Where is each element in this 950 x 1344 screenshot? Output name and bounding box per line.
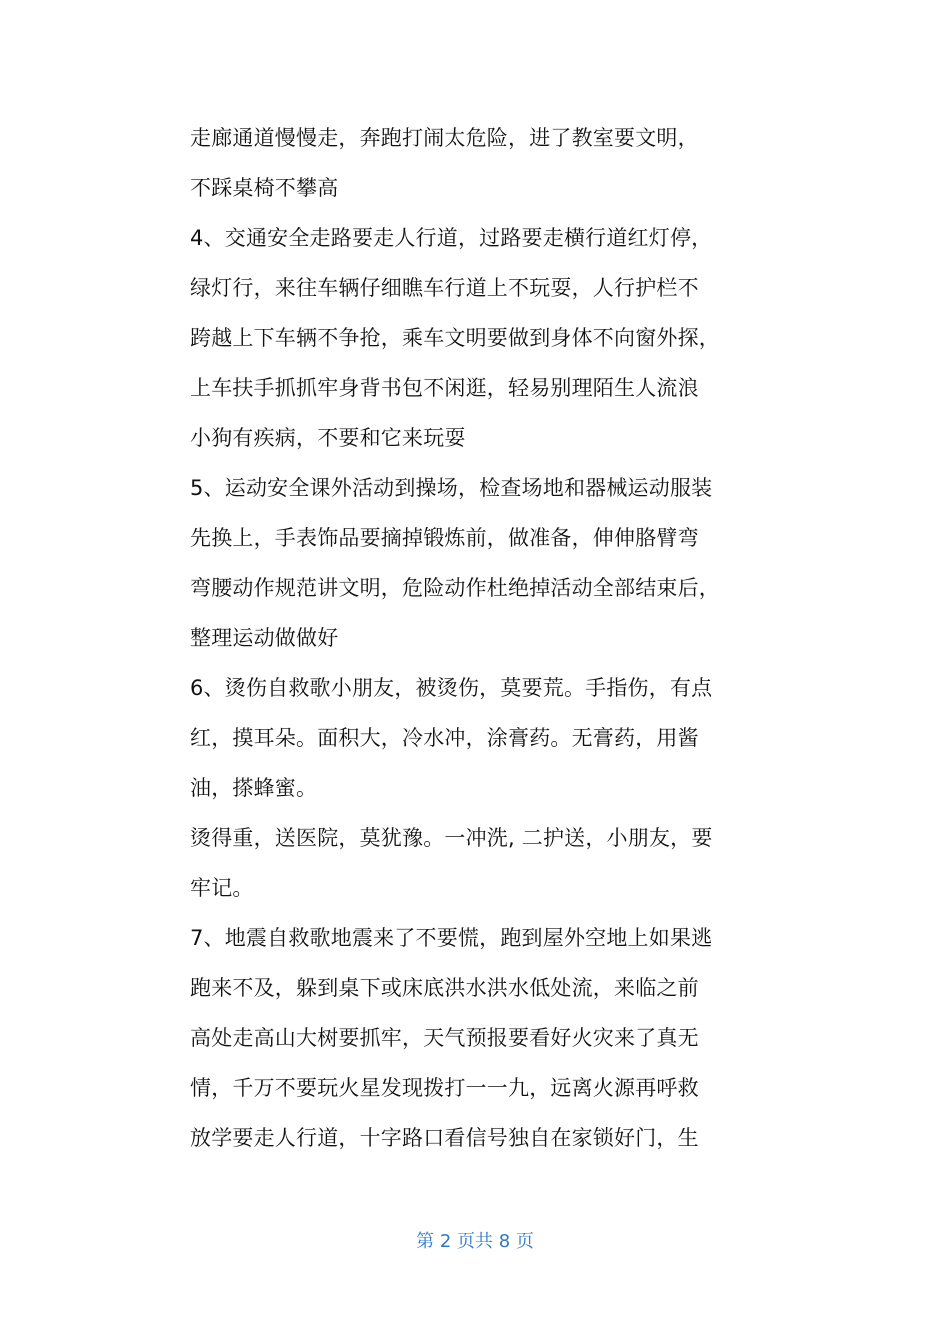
text-line: 走廊通道慢慢走，奔跑打闹太危险，进了教室要文明，	[190, 126, 699, 150]
text-line: 上车扶手抓抓牢身背书包不闲逛，轻易别理陌生人流浪	[190, 376, 699, 400]
text-line: 不踩桌椅不攀高	[190, 176, 339, 200]
text-line: 跨越上下车辆不争抢，乘车文明要做到身体不向窗外探，	[190, 326, 720, 350]
text-line: 情，千万不要玩火星发现拨打一一九，远离火源再呼救	[190, 1076, 699, 1100]
page-number: 第 2 页共 8 页	[416, 1231, 534, 1252]
text-line: 绿灯行，来往车辆仔细瞧车行道上不玩耍，人行护栏不	[190, 276, 699, 300]
text-line: 整理运动做做好	[190, 626, 339, 650]
text-line: 烫得重，送医院，莫犹豫。一冲洗, 二护送，小朋友，要	[190, 826, 713, 850]
text-line: 跑来不及，躲到桌下或床底洪水洪水低处流，来临之前	[190, 976, 699, 1000]
text-line: 4、交通安全走路要走人行道，过路要走横行道红灯停，	[190, 226, 713, 250]
text-line: 放学要走人行道，十字路口看信号独自在家锁好门，生	[190, 1126, 699, 1150]
text-line: 弯腰动作规范讲文明，危险动作杜绝掉活动全部结束后，	[190, 576, 720, 600]
text-line: 6、烫伤自救歌小朋友，被烫伤，莫要荒。手指伤，有点	[190, 676, 713, 700]
text-line: 小狗有疾病，不要和它来玩耍	[190, 426, 466, 450]
text-line: 7、地震自救歌地震来了不要慌，跑到屋外空地上如果逃	[190, 926, 713, 950]
text-line: 牢记。	[190, 876, 254, 900]
text-line: 红，摸耳朵。面积大，冷水冲，涂膏药。无膏药，用酱	[190, 726, 699, 750]
text-line: 油，搽蜂蜜。	[190, 776, 318, 800]
text-line: 先换上，手表饰品要摘掉锻炼前，做准备，伸伸胳臂弯	[190, 526, 699, 550]
text-line: 高处走高山大树要抓牢，天气预报要看好火灾来了真无	[190, 1026, 699, 1050]
text-line: 5、运动安全课外活动到操场，检查场地和器械运动服装	[190, 476, 713, 500]
